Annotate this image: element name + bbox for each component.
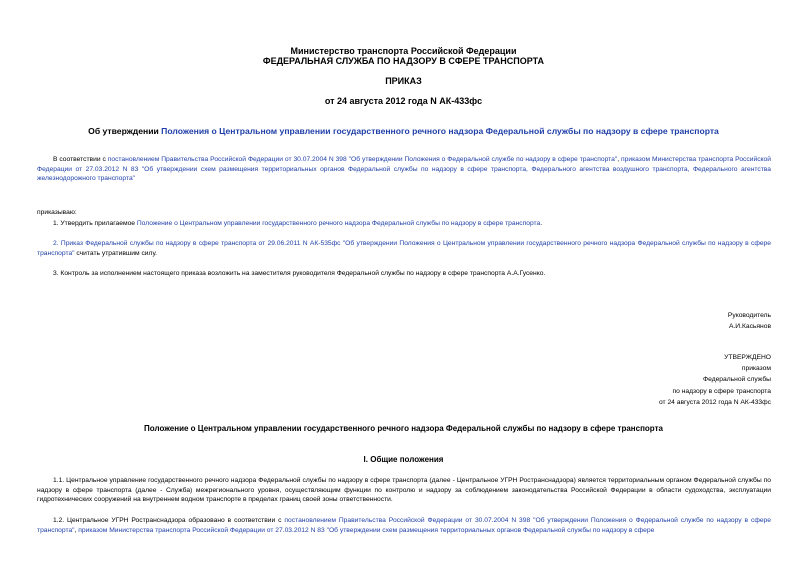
page-title	[0, 126, 807, 136]
clause-1-2-sep: ,	[74, 526, 79, 534]
signature-block	[728, 310, 771, 332]
regulation-title: Положение о Центральном управлении государственного речного надзора Федеральной службы по надзору в сфере транспорта	[144, 424, 663, 433]
item-2-end: считать утратившим силу.	[74, 249, 157, 257]
signature-position: Руководитель	[727, 312, 771, 319]
approved-service: Федеральной службы	[703, 376, 771, 384]
item-2-paragraph	[37, 239, 771, 258]
preamble-text-2: ,	[617, 156, 622, 163]
item-1-text: 1. Утвердить прилагаемое	[53, 220, 137, 227]
clause-1-2-decree-link[interactable]: постановлением Правительства Российской Федерации от 30.07.2004 N 398 "Об утверждении Положения о Федеральной службе по надзору в сфере транспорта"	[37, 517, 771, 534]
item-3-text: 3. Контроль за исполнением настоящего приказа возложить на заместителя руководителя Федеральной службы по надзору в сфере транспорта А.А.Гусенко.	[53, 270, 546, 277]
approved-label: УТВЕРЖДЕНО	[724, 354, 771, 361]
clause-1-2-order-link[interactable]: приказом Министерства транспорта Российской Федерации от 27.03.2012 N 83 "Об утверждении схем размещения территориальных органов Федеральной службы по надзору в сфере	[78, 526, 655, 534]
approved-date-number: от 24 августа 2012 года N АК-433фс	[658, 398, 771, 406]
order-heading: ПРИКАЗ	[385, 76, 422, 86]
approval-stamp-block	[659, 352, 771, 408]
clause-1-1-paragraph	[37, 476, 771, 505]
item-1-end: .	[540, 220, 543, 227]
item-1-paragraph	[37, 219, 771, 229]
clause-1-2-text: 1.2. Центральное УГРН Ространснадзора образовано в соответствии с	[53, 517, 285, 524]
ministry-line: Министерство транспорта Российской Федерации	[290, 46, 517, 56]
section-heading: I. Общие положения	[363, 455, 444, 464]
order-date-number: от 24 августа 2012 года N АК-433фс	[324, 96, 483, 106]
item-1-regulation-link[interactable]: Положение о Центральном управлении государственного речного надзора Федеральной службы по надзору в сфере транспорта	[136, 220, 541, 227]
order-word: приказываю:	[37, 209, 77, 216]
clause-1-2-paragraph	[37, 516, 771, 535]
clause-1-1-text: 1.1. Центральное управление государственного речного надзора Федеральной службы по надзору в сфере транспорта (далее - Центральное УГРН Ространснадзора) является территориальным органом Федеральной службы по надзору в сфере транспорта (далее - Служба) межрегионального уровня, осуществляющим функции по контролю и надзору за соблюдением законодательства Российской Федерации в области судоходства, эксплуатации гидротехнических сооружений на внутреннем водном транспорте в пределах границ своей зоны ответственности.	[37, 477, 771, 503]
service-line: ФЕДЕРАЛЬНАЯ СЛУЖБА ПО НАДЗОРУ В СФЕРЕ ТРАНСПОРТА	[262, 56, 545, 66]
title-prefix: Об утверждении	[88, 126, 162, 136]
preamble-text-1: В соответствии с	[53, 156, 108, 163]
approved-by-order: приказом	[741, 365, 771, 373]
signature-name: А.И.Касьянов	[728, 323, 771, 331]
preamble-order-link[interactable]: приказом Министерства транспорта Российской Федерации от 27.03.2012 N 83 "Об утверждении схем размещения территориальных органов Федеральной службы по надзору в сфере транспорта, Федерального агентства воздушного транспорта, Федерального агентства железнодорожного транспорта"	[37, 156, 771, 182]
preamble-paragraph	[37, 155, 771, 184]
item-2-order-link[interactable]: 2. Приказ Федеральной службы по надзору в сфере транспорта от 29.06.2011 N АК-535фс "Об утверждении Положения о Центральном управлении государственного речного надзора Федеральной службы по надзору в сфере транспорта"	[37, 240, 771, 257]
approved-service-scope: по надзору в сфере транспорта	[672, 387, 771, 395]
item-3-paragraph	[37, 269, 771, 279]
title-regulation-link[interactable]: Положения о Центральном управлении государственного речного надзора Федеральной службы по надзору в сфере транспорта	[161, 126, 719, 136]
preamble-decree-link[interactable]: постановлением Правительства Российской Федерации от 30.07.2004 N 398 "Об утверждении Положения о Федеральной службе по надзору в сфере транспорта"	[107, 156, 618, 163]
